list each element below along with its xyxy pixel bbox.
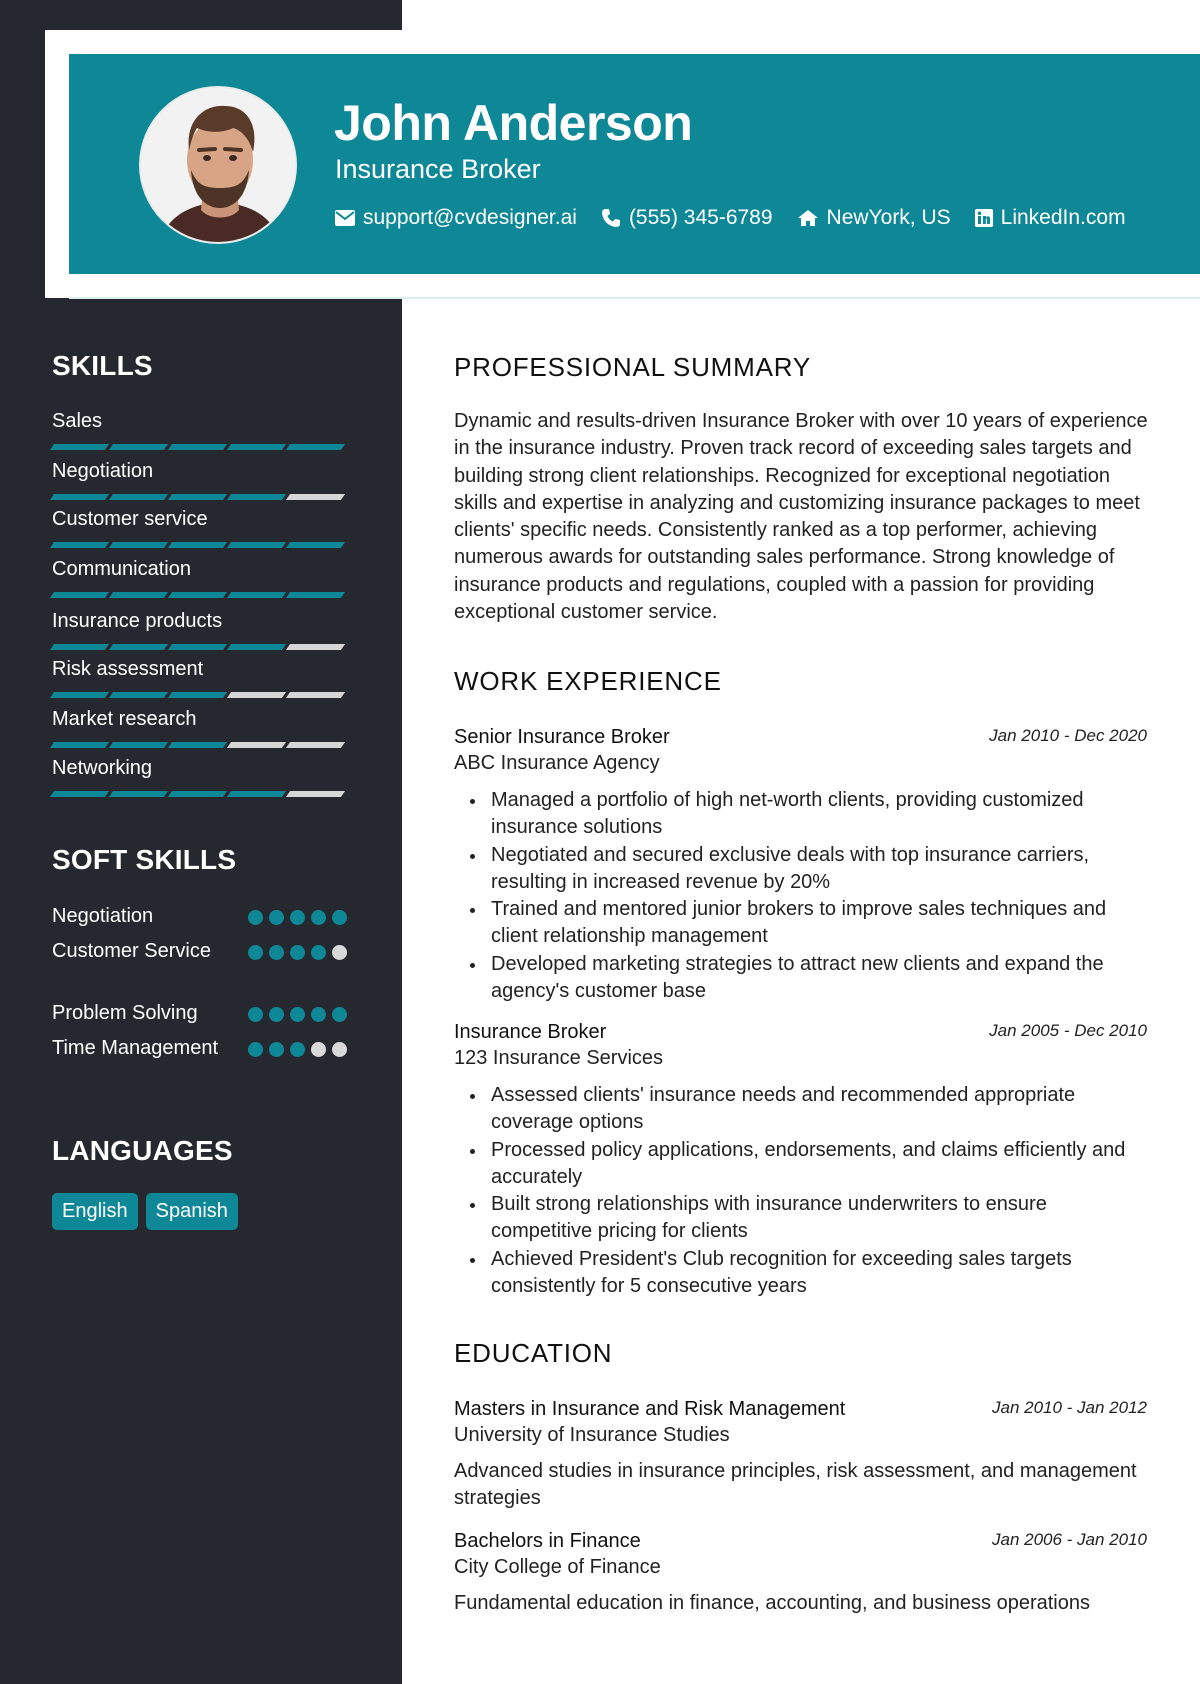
soft-skill-label: Customer Service [52,940,211,962]
skill-level-segment [109,592,168,598]
skill-item [52,610,352,633]
rating-dot [332,945,347,960]
education-heading: EDUCATION [454,1338,613,1368]
rating-dot [290,945,305,960]
school-name: University of Insurance Studies [454,1424,730,1446]
skill-level-segment [286,692,345,698]
skill-level-segment [168,494,227,500]
skill-label: Customer service [52,508,208,530]
job-bullets [491,1082,1151,1300]
job-bullet: Assessed clients' insurance needs and recommended appropriate coverage options [491,1082,1151,1137]
skill-level-segment [286,444,345,450]
rating-dot [269,910,284,925]
skill-level-segment [227,542,286,548]
soft-skill-item [52,1035,352,1062]
rating-dot [248,910,263,925]
skill-level-bar [52,444,347,450]
skill-level-segment [109,692,168,698]
skill-level-segment [227,692,286,698]
skill-level-segment [168,791,227,797]
soft-skill-rating [248,1007,353,1022]
job-bullet: Built strong relationships with insurance underwriters to ensure competitive pricing for clients [491,1191,1151,1246]
soft-skill-item [52,1000,352,1027]
skill-level-segment [227,742,286,748]
skill-level-segment [227,444,286,450]
skill-level-segment [227,494,286,500]
job-dates: Jan 2010 - Dec 2020 [989,726,1147,745]
skill-level-bar [52,494,347,500]
soft-skill-label: Time Management [52,1037,218,1059]
summary-heading: PROFESSIONAL SUMMARY [454,352,811,382]
profile-photo [141,88,297,244]
envelope-icon [335,210,355,226]
skill-level-segment [168,542,227,548]
rating-dot [311,1007,326,1022]
skills-heading: SKILLS [52,350,153,381]
job-bullet: Negotiated and secured exclusive deals with top insurance carriers, resulting in increased revenue by 20% [491,842,1151,897]
job-title: Senior Insurance Broker [454,726,670,748]
skill-level-segment [109,742,168,748]
skill-level-segment [50,444,109,450]
job-bullet: Trained and mentored junior brokers to improve sales techniques and client relationship management [491,896,1151,951]
contact-location [797,206,951,230]
rating-dot [269,945,284,960]
skill-level-segment [50,692,109,698]
rating-dot [248,1007,263,1022]
degree-title: Masters in Insurance and Risk Management [454,1398,846,1420]
skill-level-segment [168,644,227,650]
job-bullet: Developed marketing strategies to attract new clients and expand the agency's customer base [491,951,1151,1006]
job-bullets [491,787,1151,1005]
rating-dot [290,1007,305,1022]
skill-level-segment [50,494,109,500]
skill-label: Networking [52,757,153,779]
job-bullet: Processed policy applications, endorsements, and claims efficiently and accurately [491,1137,1151,1192]
skill-level-segment [168,444,227,450]
degree-dates: Jan 2010 - Jan 2012 [991,1398,1147,1417]
soft-skill-label: Negotiation [52,905,154,927]
degree-title: Bachelors in Finance [454,1530,641,1552]
skill-level-segment [286,791,345,797]
job-title: Insurance Broker [454,1021,607,1043]
job-bullet: Managed a portfolio of high net-worth clients, providing customized insurance solutions [491,787,1151,842]
rating-dot [311,945,326,960]
rating-dot [332,910,347,925]
rating-dot [248,945,263,960]
rating-dot [248,1042,263,1057]
skill-level-segment [286,592,345,598]
email-text: support@cvdesigner.ai [363,206,577,229]
contact-phone[interactable] [601,206,773,230]
soft-skill-rating [248,1042,353,1057]
avatar [139,86,297,244]
rating-dot [290,910,305,925]
language-badge: Spanish [146,1193,238,1230]
job-company: 123 Insurance Services [454,1047,664,1069]
skill-level-segment [286,742,345,748]
rating-dot [269,1042,284,1057]
skill-label: Communication [52,558,191,580]
skill-item [52,460,352,483]
home-icon [797,209,819,227]
soft-skill-item [52,903,352,930]
location-text: NewYork, US [826,206,951,229]
contact-linkedin[interactable] [975,206,1126,230]
rating-dot [269,1007,284,1022]
skill-level-bar [52,644,347,650]
degree-dates: Jan 2006 - Jan 2010 [991,1530,1147,1549]
rating-dot [332,1042,347,1057]
rating-dot [290,1042,305,1057]
candidate-name: John Anderson [334,95,693,151]
skill-level-segment [286,542,345,548]
summary-text: Dynamic and results-driven Insurance Broker with over 10 years of experience in the insurance industry. Proven track record of exceeding sales targets and building strong client relationships. Recognized for exceptional negotiation skills and expertise in analyzing and customizing insurance packages to meet clients' specific needs. Consistently ranked as a top performer, achieving numerous awards for outstanding sales performance. Strong knowledge of insurance products and regulations, coupled with a passion for providing exceptional customer service. [454,410,1148,624]
skill-level-segment [50,542,109,548]
job-company: ABC Insurance Agency [454,752,660,774]
skill-level-segment [168,592,227,598]
skill-item [52,508,352,531]
skill-level-bar [52,592,347,598]
language-badge: English [52,1193,138,1230]
skill-item [52,410,352,433]
skill-level-segment [50,644,109,650]
school-name: City College of Finance [454,1556,661,1578]
skill-level-segment [50,742,109,748]
soft-skill-rating [248,945,353,960]
skill-level-segment [168,742,227,748]
skill-level-segment [50,791,109,797]
languages-list [52,1193,246,1230]
skill-level-segment [109,542,168,548]
soft-skill-label: Problem Solving [52,1002,198,1024]
degree-description: Fundamental education in finance, accounting, and business operations [454,1592,1090,1614]
job-dates: Jan 2005 - Dec 2010 [989,1021,1147,1040]
skill-item [52,757,352,780]
experience-heading: WORK EXPERIENCE [454,666,722,696]
skill-label: Market research [52,708,197,730]
skill-label: Risk assessment [52,658,204,680]
skill-level-segment [286,644,345,650]
soft-skills-heading: SOFT SKILLS [52,844,237,875]
contact-email[interactable] [335,206,577,230]
soft-skill-item [52,938,352,965]
skill-label: Negotiation [52,460,154,482]
skill-level-bar [52,692,347,698]
job-bullet: Achieved President's Club recognition for exceeding sales targets consistently for 5 consecutive years [491,1246,1151,1301]
languages-heading: LANGUAGES [52,1135,233,1166]
soft-skill-rating [248,910,353,925]
skill-level-bar [52,791,347,797]
skill-label: Insurance products [52,610,223,632]
skill-level-segment [227,791,286,797]
skill-level-segment [109,791,168,797]
skill-level-segment [286,494,345,500]
phone-text: (555) 345-6789 [628,206,773,229]
skill-level-segment [109,494,168,500]
rating-dot [332,1007,347,1022]
header-divider [69,297,1200,299]
linkedin-icon [975,209,993,227]
header [69,54,1200,274]
skill-item [52,708,352,731]
skill-level-bar [52,542,347,548]
contact-bar [335,206,1150,230]
rating-dot [311,1042,326,1057]
skill-level-segment [109,444,168,450]
skill-label: Sales [52,410,103,432]
phone-icon [601,208,621,228]
rating-dot [311,910,326,925]
linkedin-text: LinkedIn.com [1000,206,1126,229]
skill-level-segment [168,692,227,698]
skill-level-segment [50,592,109,598]
candidate-title: Insurance Broker [335,154,541,184]
skill-level-segment [109,644,168,650]
degree-description: Advanced studies in insurance principles, risk assessment, and management strategies [454,1460,1137,1510]
skill-item [52,558,352,581]
skill-level-segment [227,644,286,650]
skill-level-segment [227,592,286,598]
skill-level-bar [52,742,347,748]
skill-item [52,658,352,681]
